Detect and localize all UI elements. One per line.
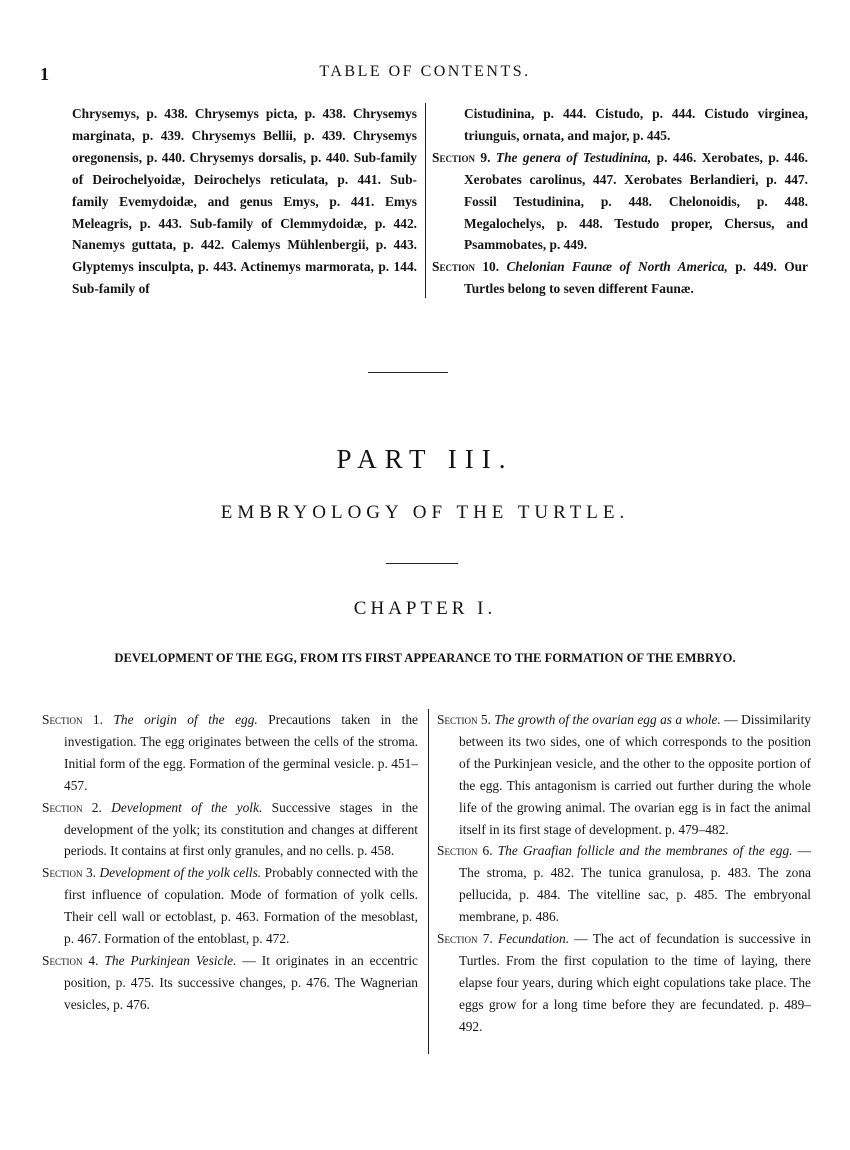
column-divider-top (425, 103, 426, 298)
divider-rule-2 (386, 563, 458, 564)
toc-section-5 (437, 709, 811, 840)
chapter-subtitle: DEVELOPMENT OF THE EGG, FROM ITS FIRST APPEARANCE TO THE FORMATION OF THE EMBRYO. (114, 651, 736, 665)
section-2-label: Section 2. (42, 799, 102, 815)
toc-section-2 (42, 797, 418, 863)
section-1-label: Section 1. (42, 712, 103, 727)
column-divider-bottom (428, 709, 429, 1054)
section-7-title: Fecundation. (498, 931, 570, 947)
toc-section-3 (42, 862, 418, 950)
section-3-title: Development of the yolk cells. (99, 865, 262, 881)
toc-top-right-column (432, 103, 808, 300)
sections-right-column (437, 709, 811, 1038)
section-6-title: The Graafian follicle and the membranes of the egg. (497, 843, 793, 859)
section-4-label: Section 4. (42, 952, 99, 968)
section-10-title: Chelonian Faunæ of North America, (506, 259, 728, 275)
toc-section-1 (42, 709, 418, 797)
divider-rule-1 (368, 372, 448, 373)
sections-left-column (42, 709, 418, 1016)
toc-top-left-text: Chrysemys, p. 438. Chrysemys picta, p. 438. Chrysemys marginata, p. 439. Chrysemys Bellii, p. 439. Chrysemys oregonensis, p. 440. Chrysemys dorsalis, p. 440. Sub-family of Deirochelyoidæ, Deirochelys reticulata, p. 441. Sub-family Evemydoidæ, and genus Emys, p. 441. Emys Meleagris, p. 443. Sub-family of Clemmydoidæ, p. 442. Nanemys guttata, p. 442. Calemys Mühlenbergii, p. 443. Glyptemys insculpta, p. 443. Actinemys marmorata, p. 144. Sub-family of (72, 106, 417, 297)
part-title: PART III. (336, 444, 514, 474)
section-3-text: Probably connected with the first influence of copulation. Mode of formation of yolk cells. Their cell wall or ectoblast, p. 463. Formation of the mesoblast, p. 467. Formation of the entoblast, p. 472. (64, 865, 418, 947)
toc-section-10 (432, 256, 808, 300)
section-1-title: The origin of the egg. (113, 712, 258, 727)
section-6-text: — The stroma, p. 482. The tunica granulosa, p. 483. The zona pellucida, p. 484. The vitelline sac, p. 485. The embryonal membrane, p. 486. (459, 843, 811, 925)
section-7-text: — The act of fecundation is successive in Turtles. From the first copulation to the time of laying, there elapse four years, during which eight copulations take place. The eggs grow for a long time before they are fecundated. p. 489–492. (459, 931, 811, 1034)
section-9-label: Section 9. (432, 149, 491, 165)
section-9-title: The genera of Testudinina, (495, 149, 652, 165)
chapter-title: CHAPTER I. (353, 598, 497, 619)
toc-top-left-column (72, 103, 417, 300)
running-title: TABLE OF CONTENTS. (319, 63, 531, 80)
section-5-title: The growth of the ovarian egg as a whole. (494, 712, 721, 727)
section-3-label: Section 3. (42, 865, 96, 881)
toc-continuation: Cistudinina, p. 444. Cistudo, p. 444. Cistudo virginea, triunguis, ornata, and major, p. 445. (464, 106, 808, 143)
section-10-label: Section 10. (432, 259, 500, 275)
section-5-text: — Dissimilarity between its two sides, one of which corresponds to the position of the Purkinjean vesicle, and the other to the opposite portion of the egg. This antagonism is carried out further during the whole life of the growing animal. The ovarian egg is in fact the animal itself in its first stage of development. p. 479–482. (459, 712, 811, 837)
toc-section-4 (42, 950, 418, 1016)
section-2-title: Development of the yolk. (111, 799, 263, 815)
section-5-label: Section 5. (437, 712, 491, 727)
section-2-text: Successive stages in the development of the yolk; its constitution and changes at different periods. It contains at first only granules, and no cells. p. 458. (64, 799, 418, 859)
toc-section-7 (437, 928, 811, 1038)
section-9-text: p. 446. Xerobates, p. 446. Xerobates carolinus, 447. Xerobates Berlandieri, p. 447. Fossil Testudinina, p. 448. Chelonoidis, p. 448. Megalochelys, p. 448. Testudo proper, Chersus, and Psammobates, p. 449. (464, 149, 808, 253)
toc-section-6 (437, 840, 811, 928)
part-subtitle: EMBRYOLOGY OF THE TURTLE. (220, 502, 630, 523)
section-7-label: Section 7. (437, 931, 493, 947)
section-4-title: The Purkinjean Vesicle. (104, 952, 237, 968)
section-10-text: p. 449. Our Turtles belong to seven different Faunæ. (464, 259, 808, 297)
section-1-text: Precautions taken in the investigation. The egg originates between the cells of the stroma. Initial form of the egg. Formation of the germinal vesicle. p. 451–457. (64, 712, 418, 793)
section-4-text: — It originates in an eccentric position, p. 475. Its successive changes, p. 476. The Wagnerian vesicles, p. 476. (64, 952, 418, 1012)
toc-section-9 (432, 147, 808, 257)
section-6-label: Section 6. (437, 843, 493, 859)
page-number: 1 (40, 64, 49, 84)
